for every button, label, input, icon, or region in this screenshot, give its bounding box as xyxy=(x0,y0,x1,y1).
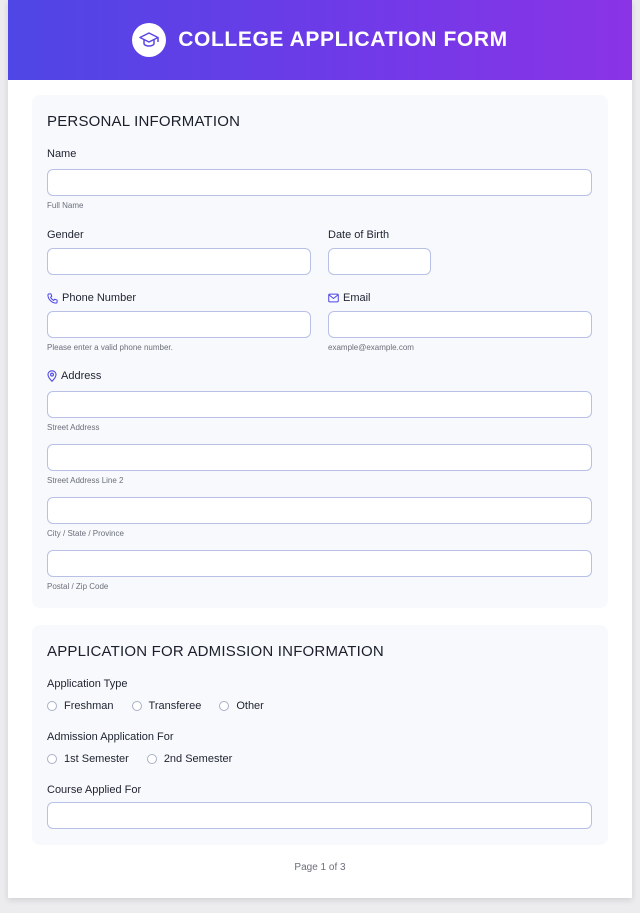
admission-for-options xyxy=(47,753,250,765)
radio-option-transferee[interactable] xyxy=(132,700,202,712)
application-type-label: Application Type xyxy=(47,678,128,690)
postal-code-input[interactable] xyxy=(47,550,592,577)
radio-option-2nd-semester[interactable] xyxy=(147,753,232,765)
gender-select[interactable] xyxy=(47,248,311,275)
radio-button[interactable] xyxy=(132,701,142,711)
section-title-personal: PERSONAL INFORMATION xyxy=(47,113,241,130)
admission-information-section xyxy=(32,625,608,845)
name-hint: Full Name xyxy=(47,201,84,210)
street-address-line2-hint: Street Address Line 2 xyxy=(47,476,124,485)
email-input[interactable] xyxy=(328,311,592,338)
radio-option-other[interactable] xyxy=(219,700,264,712)
radio-button[interactable] xyxy=(147,754,157,764)
email-label-text: Email xyxy=(343,292,371,304)
phone-number-label xyxy=(47,292,136,304)
radio-option-label: Transferee xyxy=(148,700,202,712)
name-input[interactable] xyxy=(47,169,592,196)
map-pin-icon xyxy=(47,370,57,382)
radio-option-label: Freshman xyxy=(64,700,114,712)
city-state-input[interactable] xyxy=(47,497,592,524)
city-state-hint: City / State / Province xyxy=(47,529,124,538)
phone-number-label-text: Phone Number xyxy=(62,292,136,304)
form-header xyxy=(8,0,632,80)
application-type-options xyxy=(47,700,282,712)
envelope-icon xyxy=(328,293,339,303)
graduation-cap-icon xyxy=(132,23,166,57)
radio-option-freshman[interactable] xyxy=(47,700,114,712)
street-address-input[interactable] xyxy=(47,391,592,418)
course-applied-input[interactable] xyxy=(47,802,592,829)
course-applied-label: Course Applied For xyxy=(47,784,142,796)
section-title-admission: APPLICATION FOR ADMISSION INFORMATION xyxy=(47,643,384,660)
date-of-birth-input[interactable] xyxy=(328,248,431,275)
phone-number-input[interactable] xyxy=(47,311,311,338)
name-label: Name xyxy=(47,148,77,160)
street-address-hint: Street Address xyxy=(47,423,100,432)
postal-code-hint: Postal / Zip Code xyxy=(47,582,109,591)
phone-number-hint: Please enter a valid phone number. xyxy=(47,343,173,352)
form-title: COLLEGE APPLICATION FORM xyxy=(178,28,508,51)
radio-option-label: 2nd Semester xyxy=(163,753,233,765)
admission-for-label: Admission Application For xyxy=(47,731,174,743)
radio-button[interactable] xyxy=(47,754,57,764)
date-of-birth-label: Date of Birth xyxy=(328,229,390,241)
email-hint: example@example.com xyxy=(328,343,414,352)
street-address-line2-input[interactable] xyxy=(47,444,592,471)
radio-button[interactable] xyxy=(219,701,229,711)
gender-label: Gender xyxy=(47,229,84,241)
form-page xyxy=(8,0,632,898)
radio-option-label: Other xyxy=(236,700,264,712)
email-label xyxy=(328,292,371,304)
radio-option-1st-semester[interactable] xyxy=(47,753,129,765)
address-label xyxy=(47,370,101,382)
page-indicator: Page 1 of 3 xyxy=(294,862,346,873)
personal-information-section xyxy=(32,95,608,608)
phone-icon xyxy=(47,293,58,304)
address-label-text: Address xyxy=(61,370,102,382)
radio-button[interactable] xyxy=(47,701,57,711)
radio-option-label: 1st Semester xyxy=(64,753,129,765)
